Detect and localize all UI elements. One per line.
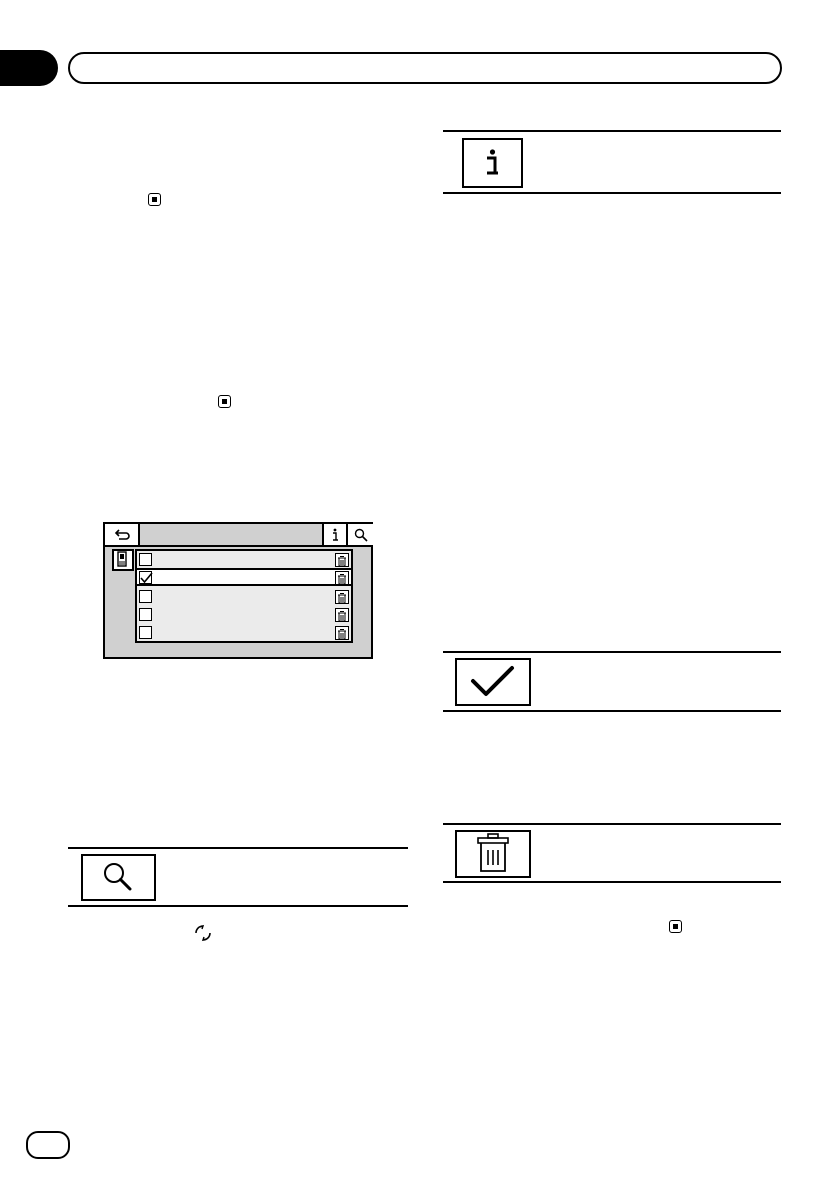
source-device-button[interactable] (112, 549, 134, 571)
info-icon-box (462, 138, 523, 188)
info-button[interactable] (322, 524, 348, 545)
trash-icon[interactable] (335, 626, 349, 640)
trash-icon[interactable] (335, 590, 349, 604)
checkbox-checked[interactable] (139, 571, 152, 584)
checkbox[interactable] (139, 626, 152, 639)
trash-icon (457, 832, 529, 876)
search-button[interactable] (348, 524, 373, 545)
list-item[interactable] (137, 606, 351, 624)
info-icon-table (443, 130, 781, 194)
checkbox[interactable] (139, 608, 152, 621)
list-item[interactable] (137, 624, 351, 642)
search-icon-table (68, 847, 408, 907)
check-icon-table (443, 651, 781, 712)
delete-icon-table (443, 823, 781, 883)
search-icon (354, 528, 368, 542)
screen-top-bar (105, 524, 371, 547)
trash-icon[interactable] (335, 571, 349, 585)
check-icon (457, 660, 529, 704)
circular-arrows-icon (193, 923, 213, 943)
back-arrow-icon (114, 529, 130, 541)
trash-icon[interactable] (335, 608, 349, 622)
end-mark-icon (669, 920, 682, 933)
info-icon (330, 528, 340, 542)
list-item[interactable] (137, 551, 351, 569)
device-list (135, 549, 353, 643)
check-icon (140, 572, 153, 585)
delete-icon-box (455, 830, 531, 878)
device-screen-illustration (103, 522, 373, 659)
trash-icon[interactable] (335, 553, 349, 567)
end-mark-icon (218, 395, 231, 408)
chapter-tab (0, 50, 58, 86)
page-number-badge (26, 1131, 70, 1159)
phone-device-icon (114, 551, 132, 569)
check-icon-box (455, 658, 531, 706)
back-button[interactable] (105, 524, 140, 545)
info-icon (464, 140, 521, 186)
end-mark-icon (148, 193, 161, 206)
list-item[interactable] (137, 588, 351, 606)
section-header-bar (68, 52, 782, 84)
search-icon-box (81, 854, 156, 901)
checkbox[interactable] (139, 590, 152, 603)
search-icon (83, 856, 154, 899)
list-item-selected[interactable] (137, 568, 351, 586)
checkbox[interactable] (139, 553, 152, 566)
